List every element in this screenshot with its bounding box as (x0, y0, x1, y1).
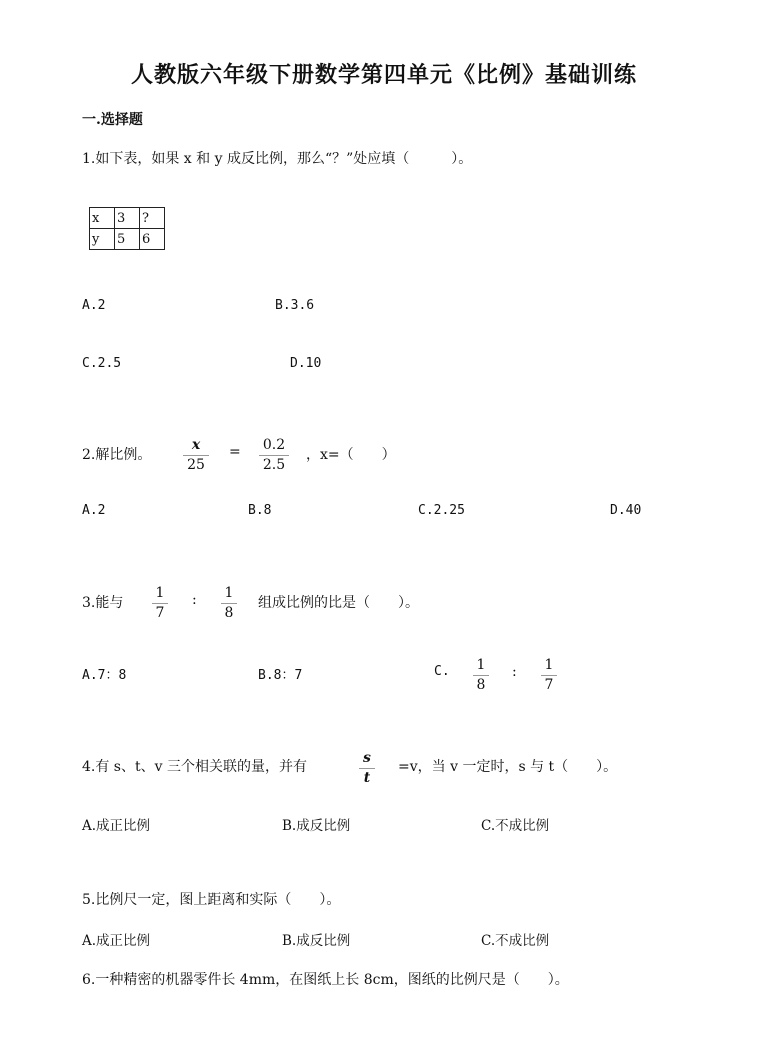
question-4-option-a: A.成正比例 (82, 818, 151, 834)
fraction-bar (152, 603, 168, 604)
question-3-option-c-colon: : (512, 664, 517, 680)
fraction-numerator: s (363, 750, 371, 766)
question-1-table (89, 207, 165, 250)
question-3-fraction-right (221, 585, 237, 622)
question-1-option-a: A.2 (82, 298, 106, 313)
question-2-equals: = (229, 444, 241, 460)
fraction-numerator: 0.2 (262, 437, 286, 453)
question-6-text: 6.一种精密的机器零件长 4mm，在图纸上长 8cm，图纸的比例尺是（ ）。 (82, 972, 569, 988)
question-3-prefix: 3.能与 (82, 595, 124, 611)
section-heading: 一.选择题 (82, 112, 143, 128)
question-2-suffix: ，x=（ ） (306, 447, 396, 463)
table-row (90, 208, 165, 229)
question-3-option-c-fraction-right (541, 657, 557, 694)
fraction-numerator: 1 (544, 657, 554, 673)
question-3-suffix: 组成比例的比是（ ）。 (258, 595, 419, 611)
table-cell: 6 (140, 229, 165, 250)
question-2-option-a: A.2 (82, 503, 106, 518)
table-cell: x (90, 208, 115, 229)
table-cell: ? (140, 208, 165, 229)
table-cell: 5 (115, 229, 140, 250)
fraction-bar (359, 768, 375, 769)
question-2-option-d: D.40 (610, 503, 642, 518)
question-1-option-b: B.3.6 (275, 298, 315, 313)
question-4-option-c: C.不成比例 (481, 818, 550, 834)
question-3-option-b: B.8：7 (258, 668, 303, 683)
fraction-numerator: x (191, 437, 201, 453)
question-2-prefix: 2.解比例。 (82, 447, 152, 463)
fraction-denominator: t (363, 770, 371, 786)
fraction-denominator: 7 (155, 605, 165, 621)
fraction-bar (541, 675, 557, 676)
question-4-suffix: =v，当 v 一定时，s 与 t（ ）。 (398, 759, 618, 775)
table-row (90, 229, 165, 250)
fraction-numerator: 1 (155, 585, 165, 601)
question-1-text: 1.如下表，如果 x 和 y 成反比例，那么“？”处应填（ ）。 (82, 151, 473, 167)
question-5-option-a: A.成正比例 (82, 933, 151, 949)
fraction-denominator: 7 (544, 677, 554, 693)
question-2-fraction-right (259, 437, 289, 474)
fraction-bar (183, 455, 209, 456)
fraction-denominator: 2.5 (262, 457, 286, 473)
question-3-colon: : (192, 592, 197, 608)
question-5-option-c: C.不成比例 (481, 933, 550, 949)
page-title: 人教版六年级下册数学第四单元《比例》基础训练 (130, 62, 637, 88)
fraction-numerator: 1 (476, 657, 486, 673)
question-3-option-c-fraction-left (473, 657, 489, 694)
question-1-option-c: C.2.5 (82, 356, 122, 371)
fraction-denominator: 8 (476, 677, 486, 693)
fraction-denominator: 25 (187, 457, 205, 473)
table-cell: y (90, 229, 115, 250)
question-2-option-c: C.2.25 (418, 503, 465, 518)
fraction-numerator: 1 (224, 585, 234, 601)
question-1-option-d: D.10 (290, 356, 322, 371)
fraction-bar (473, 675, 489, 676)
question-2-fraction-left (183, 437, 209, 474)
table-cell: 3 (115, 208, 140, 229)
question-5-text: 5.比例尺一定，图上距离和实际（ ）。 (82, 892, 341, 908)
question-3-option-c: C. (434, 664, 450, 679)
question-4-fraction (359, 750, 375, 787)
question-5-option-b: B.成反比例 (282, 933, 351, 949)
fraction-bar (221, 603, 237, 604)
question-4-prefix: 4.有 s、t、v 三个相关联的量，并有 (82, 759, 307, 775)
fraction-denominator: 8 (224, 605, 234, 621)
question-4-option-b: B.成反比例 (282, 818, 351, 834)
fraction-bar (259, 455, 289, 456)
question-2-option-b: B.8 (248, 503, 272, 518)
question-3-fraction-left (152, 585, 168, 622)
question-3-option-a: A.7：8 (82, 668, 127, 683)
